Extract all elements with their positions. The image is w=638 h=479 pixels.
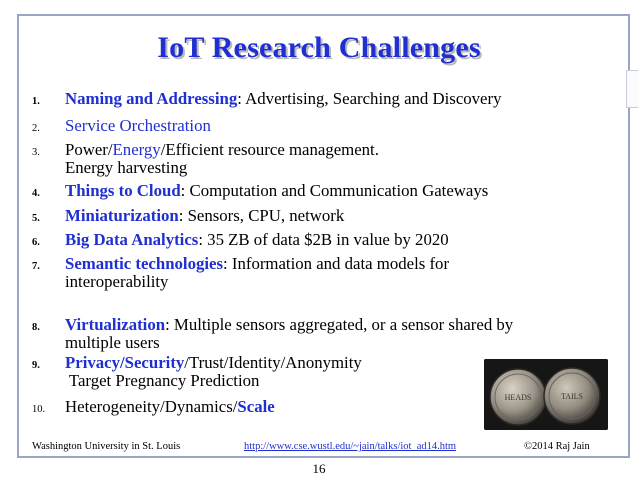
item-number: 5. bbox=[32, 213, 40, 224]
item-heading: Virtualization bbox=[65, 315, 166, 334]
scroll-edge-tab bbox=[626, 70, 638, 108]
item-text-line2: Target Pregnancy Prediction bbox=[65, 371, 260, 390]
item-number: 6. bbox=[32, 237, 40, 248]
item-text: : Information and data models for bbox=[223, 254, 450, 273]
item-number: 10. bbox=[32, 404, 46, 415]
item-heading: Privacy/Security bbox=[65, 353, 185, 372]
footer-copyright: ©2014 Raj Jain bbox=[524, 441, 590, 452]
item-number: 4. bbox=[32, 188, 40, 199]
item-number: 1. bbox=[32, 96, 40, 107]
item-text: : Sensors, CPU, network bbox=[178, 206, 345, 225]
item-text: Power/ bbox=[65, 140, 113, 159]
item-text: Service Orchestration bbox=[65, 116, 211, 135]
coin-right-text: TAILS bbox=[560, 392, 584, 401]
item-number: 7. bbox=[32, 261, 40, 272]
item-text: /Efficient resource management. bbox=[160, 140, 379, 159]
item-number: 9. bbox=[32, 360, 40, 371]
item-number: 8. bbox=[32, 322, 40, 333]
item-heading: Things to Cloud bbox=[65, 181, 181, 200]
coins-illustration bbox=[484, 359, 608, 430]
item-text-line2: Energy harvesting bbox=[65, 158, 188, 177]
slide-title: IoT Research Challenges bbox=[157, 31, 481, 64]
item-number: 3. bbox=[32, 147, 40, 158]
footer-url-link[interactable]: http://www.cse.wustl.edu/~jain/talks/iot_ad14.htm bbox=[244, 441, 457, 452]
item-heading: Big Data Analytics bbox=[65, 230, 199, 249]
item-text: : Computation and Communication Gateways bbox=[180, 181, 489, 200]
footer-institution: Washington University in St. Louis bbox=[32, 441, 181, 452]
item-heading: Miniaturization bbox=[65, 206, 179, 225]
item-highlight: Energy bbox=[112, 140, 161, 159]
heads-tails-coins-image bbox=[484, 359, 608, 430]
item-text: : 35 ZB of data $2B in value by 2020 bbox=[198, 230, 449, 249]
item-text-line2: interoperability bbox=[65, 272, 169, 291]
item-text: : Multiple sensors aggregated, or a sensor shared by bbox=[165, 315, 514, 334]
item-text: /Trust/Identity/Anonymity bbox=[184, 353, 362, 372]
item-text-line2: multiple users bbox=[65, 333, 160, 352]
item-highlight: Scale bbox=[237, 397, 275, 416]
item-number: 2. bbox=[32, 123, 40, 134]
item-text: : Advertising, Searching and Discovery bbox=[237, 89, 502, 108]
item-text: Heterogeneity/Dynamics/ bbox=[65, 397, 238, 416]
item-heading: Naming and Addressing bbox=[65, 89, 238, 108]
item-heading: Semantic technologies bbox=[65, 254, 224, 273]
page-number: 16 bbox=[312, 461, 326, 476]
coin-left-text: HEADS bbox=[504, 393, 532, 402]
